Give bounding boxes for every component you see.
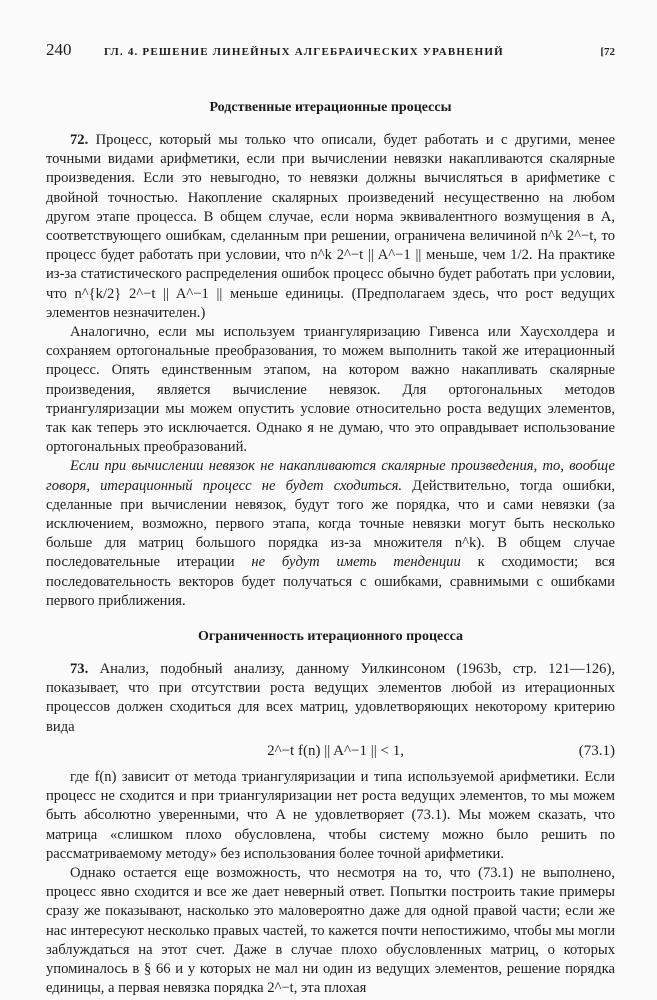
italic-statement: Если при вычислении невязок не накапливаются скалярные произведения, то, вообще говоря, итерационный процесс не будет сходиться. bbox=[46, 458, 615, 494]
section-73-number: 73. bbox=[70, 661, 89, 678]
page-number: 240 bbox=[46, 40, 72, 59]
equation-expression: 2^−t f(n) || A^−1 || < 1, bbox=[267, 742, 404, 759]
section-72-paragraph-3-text-b: к сходимости; вся последовательность векторов будет получаться с ошибками, сравнимыми с ошибками первого приближения. bbox=[46, 554, 615, 609]
page-header bbox=[46, 40, 615, 60]
section-73-paragraph-2: где f(n) зависит от метода триангуляризации и типа используемой арифметики. Если процесс не сходится и при триангуляризации нет роста ведущих элементов, то мы можем быть абсолютно уверенными, что A не удовлетворяет (73.1). Мы можем сказать, что матрица «слишком плохо обусловлена, чтобы систему можно было решить по рассматриваемому методу» без использования более точной арифметики. bbox=[46, 768, 615, 862]
section-72-paragraph-1 bbox=[46, 131, 615, 323]
section-reference: [72 bbox=[600, 46, 615, 58]
section-72-paragraph-1-text: Процесс, который мы только что описали, будет работать и с другими, менее точными видами арифметики, если при вычислении невязки накапливаются скалярные произведения. Если это невыгодно, то невязки должны вычисляться в арифметике с двойной точностью. Накопление скалярных произведений несущественно на любом другом этапе процесса. В общем случае, если норма эквивалентного возмущения в A, соответствующего ошибкам, сделанным при решении, ограничена величиной n^k 2^−t, то процесс будет работать при условии, что n^k 2^−t || A^−1 || меньше, чем 1/2. На практике из-за статистического распределения ошибок процесс обычно будет работать при условии, что n^{k/2} 2^−t || A^−1 || меньше единицы. (Предполагаем здесь, что рост ведущих элементов незначителен.) bbox=[46, 132, 615, 321]
running-title: ГЛ. 4. РЕШЕНИЕ ЛИНЕЙНЫХ АЛГЕБРАИЧЕСКИХ УРАВНЕНИЙ bbox=[104, 46, 504, 58]
section-73-heading: Ограниченность итерационного процесса bbox=[197, 629, 464, 645]
section-73-paragraph-1 bbox=[46, 660, 615, 737]
section-72-number: 72. bbox=[70, 132, 89, 148]
equation-73-1 bbox=[46, 743, 615, 760]
italic-phrase: не будут иметь тенденции bbox=[251, 554, 461, 571]
section-72-paragraph-2: Аналогично, если мы используем триангуляризацию Гивенса или Хаусхолдера и сохраняем ортогональные преобразования, то можем выполнить такой же итерационный процесс. Опять единственным этапом, на котором важно накапливать скалярные произведения, является вычисление невязок. Для ортогональных методов триангуляризации мы можем опустить условие относительно роста ведущих элементов, так как теперь это исключается. Однако я не думаю, что это оправдывает использование ортогональных преобразований. bbox=[46, 324, 615, 456]
section-72-paragraph-3 bbox=[46, 457, 615, 611]
equation-number: (73.1) bbox=[578, 742, 615, 759]
section-73-paragraph-3: Однако остается еще возможность, что несмотря на то, что (73.1) не выполнено, процесс явно сходится и все же дает неверный ответ. Попытки построить такие примеры сразу же показывают, насколько это маловероятно даже для одной правой части; если же нас интересуют несколько правых частей, то кажется почти непостижимо, чтобы мы могли заблуждаться на этот счет. Даже в случае плохо обусловленных матриц, о которых упоминалось в § 66 и у которых не мал ни один из ведущих элементов, решение порядка единицы, а первая невязка порядка 2^−t, эта плохая bbox=[46, 864, 615, 997]
section-73-paragraph-1-text: Анализ, подобный анализу, данному Уилкинсоном (1963b, стр. 121—126), показывает, что при отсутствии роста ведущих элементов любой из итерационных процессов должен сходиться для всех матриц, удовлетворяющих некоторому критерию вида bbox=[46, 661, 615, 735]
section-72-paragraph-3-text-a: Действительно, тогда ошибки, сделанные при вычислении невязок, будут того же порядка, что и сами невязки (за исключением, возможно, первого этапа, когда точные невязки могут быть несколько больше для матриц большого порядка из-за множителя n^k). В общем случае последовательные итерации bbox=[46, 477, 615, 571]
section-72-heading: Родственные итерационные процессы bbox=[209, 100, 452, 115]
